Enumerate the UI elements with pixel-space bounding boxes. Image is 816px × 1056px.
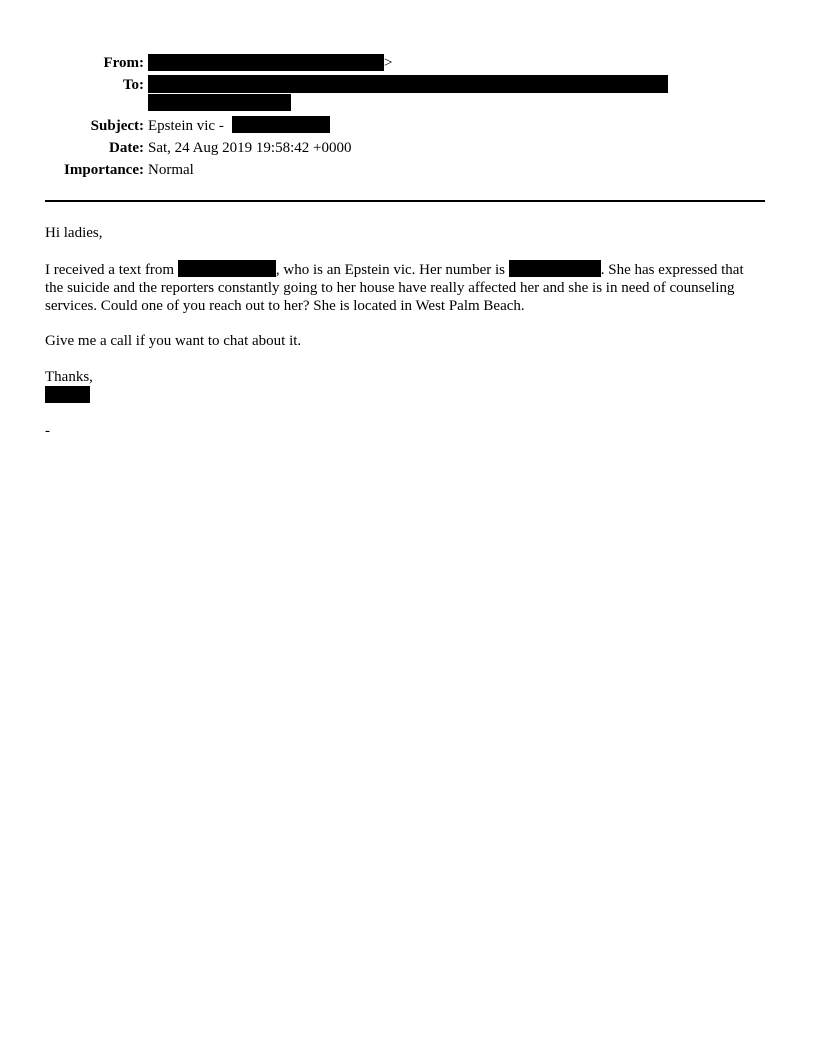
date-value: Sat, 24 Aug 2019 19:58:42 +0000 (148, 140, 352, 156)
paragraph-1-text-middle: , who is an Epstein vic. Her number is (275, 262, 505, 278)
header-divider (45, 200, 765, 202)
from-suffix: > (384, 55, 393, 71)
subject-label: Subject: (90, 118, 144, 134)
signature-redaction (45, 386, 90, 403)
to-redaction-line2 (148, 94, 291, 111)
trailing-dash: - (45, 423, 50, 439)
from-label: From: (103, 55, 144, 71)
body-paragraph-1 (45, 260, 765, 315)
importance-label: Importance: (64, 162, 144, 178)
to-label: To: (122, 77, 144, 93)
date-label: Date: (109, 140, 144, 156)
phone-redaction (509, 260, 601, 277)
closing: Thanks, (45, 369, 93, 385)
to-redaction-line1 (148, 75, 668, 93)
from-redaction (148, 54, 384, 71)
body-paragraph-2: Give me a call if you want to chat about it. (45, 333, 302, 349)
paragraph-1-text-start: I received a text from (45, 262, 175, 278)
importance-value: Normal (148, 162, 194, 178)
greeting: Hi ladies, (45, 225, 103, 241)
name-redaction (178, 260, 276, 277)
subject-value: Epstein vic - (148, 118, 224, 134)
paragraph-1-text-end: . She has expressed that the suicide and the reporters constantly going to her house have really affected her and she is in need of counseling services. Could one of you reach out to her? She is located in West Palm Beach. (45, 262, 744, 314)
subject-redaction (232, 116, 330, 133)
